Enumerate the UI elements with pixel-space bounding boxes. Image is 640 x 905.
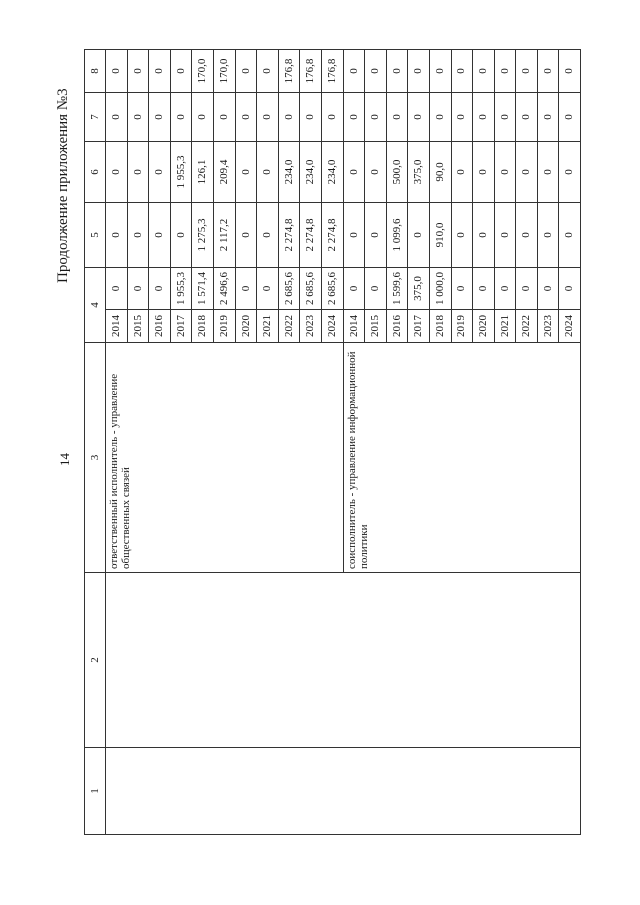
year-cell: 2016	[149, 310, 171, 343]
year-cell: 2024	[559, 310, 581, 343]
header-cell: 7	[85, 93, 106, 142]
value-cell: 234,0	[278, 142, 300, 203]
year-cell: 2018	[429, 310, 451, 343]
executor-cell: ответственный исполнитель - управление общественных связей	[106, 343, 344, 573]
value-cell: 375,0	[408, 268, 430, 310]
value-cell: 0	[408, 50, 430, 93]
value-cell: 2 685,6	[278, 268, 300, 310]
value-cell: 2 274,8	[300, 203, 322, 268]
value-cell: 126,1	[192, 142, 214, 203]
value-cell: 0	[408, 93, 430, 142]
value-cell: 0	[192, 93, 214, 142]
value-cell: 176,8	[278, 50, 300, 93]
value-cell: 0	[365, 93, 387, 142]
value-cell: 0	[473, 268, 495, 310]
page-caption: Продолжение приложения №3	[55, 88, 71, 283]
value-cell: 0	[559, 268, 581, 310]
table-row	[106, 50, 128, 835]
year-cell: 2017	[170, 310, 192, 343]
budget-table	[84, 49, 581, 835]
value-cell: 0	[149, 203, 171, 268]
value-cell: 2 685,6	[300, 268, 322, 310]
value-cell: 0	[537, 50, 559, 93]
value-cell: 0	[429, 93, 451, 142]
value-cell: 0	[235, 203, 257, 268]
value-cell: 0	[343, 142, 365, 203]
value-cell: 0	[343, 268, 365, 310]
value-cell: 1 955,3	[170, 142, 192, 203]
value-cell: 234,0	[321, 142, 343, 203]
value-cell: 0	[235, 93, 257, 142]
value-cell: 0	[235, 268, 257, 310]
header-cell: 6	[85, 142, 106, 203]
value-cell: 0	[559, 50, 581, 93]
header-cell: 8	[85, 50, 106, 93]
value-cell: 0	[127, 203, 149, 268]
year-cell: 2018	[192, 310, 214, 343]
year-cell: 2015	[127, 310, 149, 343]
value-cell: 0	[300, 93, 322, 142]
year-cell: 2021	[257, 310, 279, 343]
page-number: 14	[57, 453, 72, 466]
value-cell: 1 000,0	[429, 268, 451, 310]
value-cell: 0	[494, 50, 516, 93]
value-cell: 0	[516, 50, 538, 93]
value-cell: 0	[213, 93, 235, 142]
value-cell: 1 599,6	[386, 268, 408, 310]
value-cell: 0	[106, 50, 128, 93]
value-cell: 0	[494, 268, 516, 310]
value-cell: 0	[537, 142, 559, 203]
value-cell: 500,0	[386, 142, 408, 203]
value-cell: 0	[365, 142, 387, 203]
value-cell: 0	[365, 50, 387, 93]
header-cell: 4	[85, 268, 106, 343]
value-cell: 0	[257, 142, 279, 203]
value-cell: 0	[473, 142, 495, 203]
value-cell: 2 685,6	[321, 268, 343, 310]
value-cell: 0	[451, 50, 473, 93]
value-cell: 0	[559, 93, 581, 142]
value-cell: 0	[408, 203, 430, 268]
value-cell: 0	[537, 203, 559, 268]
col1-merged-cell	[106, 748, 581, 835]
value-cell: 0	[149, 268, 171, 310]
header-cell: 2	[85, 573, 106, 748]
value-cell: 0	[127, 93, 149, 142]
value-cell: 0	[235, 50, 257, 93]
value-cell: 170,0	[213, 50, 235, 93]
value-cell: 176,8	[300, 50, 322, 93]
value-cell: 0	[106, 203, 128, 268]
value-cell: 0	[149, 50, 171, 93]
value-cell: 0	[257, 50, 279, 93]
value-cell: 0	[170, 50, 192, 93]
header-cell: 5	[85, 203, 106, 268]
year-cell: 2023	[300, 310, 322, 343]
value-cell: 0	[516, 268, 538, 310]
year-cell: 2020	[473, 310, 495, 343]
value-cell: 0	[127, 50, 149, 93]
value-cell: 0	[473, 203, 495, 268]
value-cell: 0	[451, 93, 473, 142]
header-cell: 3	[85, 343, 106, 573]
value-cell: 0	[106, 142, 128, 203]
value-cell: 170,0	[192, 50, 214, 93]
value-cell: 0	[343, 203, 365, 268]
value-cell: 0	[127, 142, 149, 203]
value-cell: 2 117,2	[213, 203, 235, 268]
value-cell: 0	[127, 268, 149, 310]
table-body	[85, 50, 581, 835]
value-cell: 0	[559, 203, 581, 268]
value-cell: 2 496,6	[213, 268, 235, 310]
value-cell: 0	[257, 268, 279, 310]
value-cell: 234,0	[300, 142, 322, 203]
value-cell: 0	[494, 203, 516, 268]
year-cell: 2017	[408, 310, 430, 343]
value-cell: 0	[537, 93, 559, 142]
value-cell: 0	[170, 93, 192, 142]
value-cell: 0	[494, 142, 516, 203]
year-cell: 2021	[494, 310, 516, 343]
value-cell: 375,0	[408, 142, 430, 203]
value-cell: 0	[278, 93, 300, 142]
value-cell: 1 275,3	[192, 203, 214, 268]
value-cell: 0	[170, 203, 192, 268]
value-cell: 0	[235, 142, 257, 203]
value-cell: 0	[106, 93, 128, 142]
header-cell: 1	[85, 748, 106, 835]
value-cell: 0	[386, 93, 408, 142]
value-cell: 0	[473, 50, 495, 93]
year-cell: 2022	[516, 310, 538, 343]
value-cell: 0	[106, 268, 128, 310]
value-cell: 176,8	[321, 50, 343, 93]
col2-merged-cell	[106, 573, 581, 748]
page-number-wrap	[56, 453, 74, 466]
value-cell: 0	[365, 268, 387, 310]
value-cell: 0	[321, 93, 343, 142]
value-cell: 0	[257, 93, 279, 142]
value-cell: 1 099,6	[386, 203, 408, 268]
value-cell: 0	[343, 93, 365, 142]
value-cell: 0	[451, 268, 473, 310]
year-cell: 2024	[321, 310, 343, 343]
value-cell: 0	[257, 203, 279, 268]
value-cell: 0	[149, 93, 171, 142]
value-cell: 0	[516, 93, 538, 142]
value-cell: 2 274,8	[278, 203, 300, 268]
value-cell: 1 955,3	[170, 268, 192, 310]
year-cell: 2014	[106, 310, 128, 343]
value-cell: 0	[516, 142, 538, 203]
value-cell: 0	[559, 142, 581, 203]
value-cell: 0	[494, 93, 516, 142]
year-cell: 2019	[451, 310, 473, 343]
value-cell: 0	[473, 93, 495, 142]
value-cell: 0	[451, 203, 473, 268]
year-cell: 2014	[343, 310, 365, 343]
value-cell: 1 571,4	[192, 268, 214, 310]
table-header-row	[85, 50, 106, 835]
year-cell: 2020	[235, 310, 257, 343]
year-cell: 2019	[213, 310, 235, 343]
year-cell: 2015	[365, 310, 387, 343]
value-cell: 0	[343, 50, 365, 93]
value-cell: 0	[386, 50, 408, 93]
value-cell: 0	[516, 203, 538, 268]
year-cell: 2023	[537, 310, 559, 343]
value-cell: 0	[451, 142, 473, 203]
value-cell: 0	[365, 203, 387, 268]
executor-cell: соисполнитель - управление информационной политики	[343, 343, 581, 573]
value-cell: 90,0	[429, 142, 451, 203]
page-caption-wrap	[54, 88, 72, 283]
value-cell: 2 274,8	[321, 203, 343, 268]
value-cell: 0	[537, 268, 559, 310]
value-cell: 0	[429, 50, 451, 93]
year-cell: 2016	[386, 310, 408, 343]
year-cell: 2022	[278, 310, 300, 343]
value-cell: 209,4	[213, 142, 235, 203]
value-cell: 910,0	[429, 203, 451, 268]
value-cell: 0	[149, 142, 171, 203]
